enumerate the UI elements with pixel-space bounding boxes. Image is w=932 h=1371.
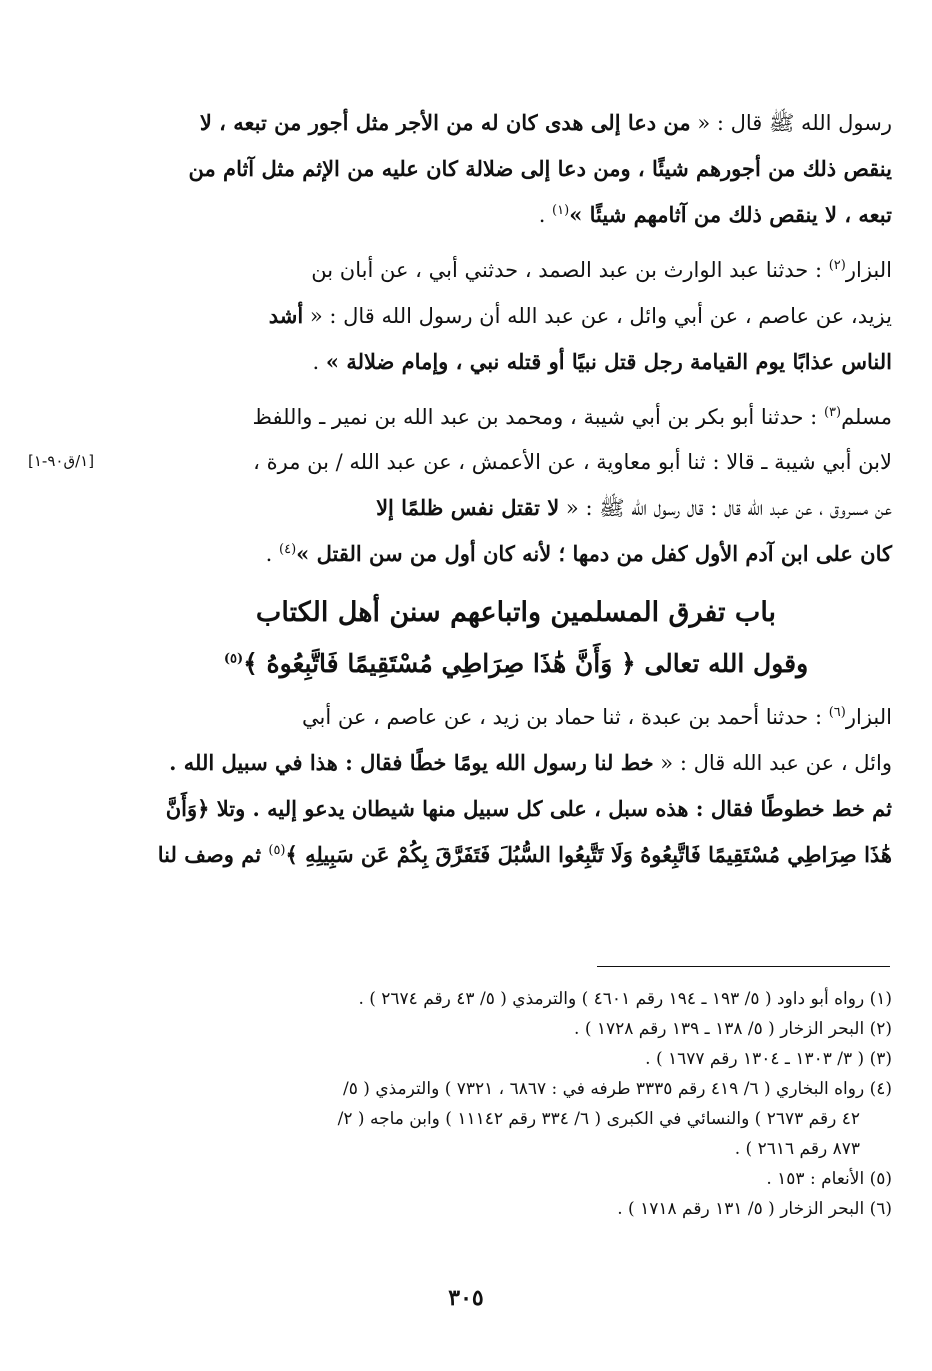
paragraph-4	[140, 695, 892, 878]
paragraph-3	[140, 395, 892, 577]
margin-note: [١/ق٩٠-١]	[28, 452, 95, 470]
line-bold: ثم خط خطوطًا فقال : هذه سبل ، على كل سبيل منها شيطان يدعو إليه . وتلا ﴿وَأَنَّ	[165, 796, 892, 821]
text-line	[140, 192, 892, 238]
line-bold: من دعا إلى هدى كان له من الأجر مثل أجور من تبعه ، لا	[199, 110, 691, 135]
footnote-ref[interactable]: (٤)	[279, 542, 297, 557]
text-line	[140, 786, 892, 832]
line-normal: .	[265, 542, 280, 566]
footnote: (١) رواه أبو داود ( ٥/ ١٩٣ ـ ١٩٤ رقم ٤٦٠١ ) والترمذي ( ٥/ ٤٣ رقم ٢٦٧٤ ) .	[358, 989, 892, 1009]
line-bold: خط لنا رسول الله يومًا خطًا فقال : هذا في سبيل الله .	[169, 750, 654, 775]
source-name: مسلم	[841, 405, 892, 429]
source-name: البزار	[845, 258, 892, 282]
footnote: (٣) ( ٣/ ١٣٠٣ ـ ١٣٠٤ رقم ١٦٧٧ ) .	[645, 1049, 892, 1069]
footnote: (٤) رواه البخاري ( ٦/ ٤١٩ رقم ٣٣٣٥ طرفه في : ٦٨٦٧ ، ٧٣٢١ ) والترمذي ( ٥/	[343, 1079, 892, 1099]
paragraph-1	[140, 100, 892, 238]
line-normal: : حدثنا عبد الوارث بن عبد الصمد ، حدثني أبي ، عن أبان بن	[311, 258, 829, 282]
text-line	[140, 248, 892, 293]
main-text	[140, 100, 892, 888]
footnote-ref[interactable]: (٥)	[223, 651, 244, 667]
text-line	[140, 832, 892, 878]
footnote-ref[interactable]: (٦)	[828, 705, 846, 720]
line-bold: هَٰذَا صِرَاطِي مُسْتَقِيمًا فَاتَّبِعُوهُ وَلَا تَتَّبِعُوا السُّبُلَ فَتَفَرَّقَ بِكُمْ عَن سَبِيلِهِ ﴾	[285, 842, 892, 867]
line-normal: يزيد، عن عاصم ، عن أبي وائل ، عن عبد الله أن رسول الله قال : «	[303, 304, 892, 328]
text-line	[140, 146, 892, 192]
footnote-ref[interactable]: (٣)	[823, 405, 842, 420]
line-bold: تبعه ، لا ينقص ذلك من آثامهم شيئًا »	[569, 202, 892, 227]
footnote: (٢) البحر الزخار ( ٥/ ١٣٨ ـ ١٣٩ رقم ١٧٢٨ ) .	[574, 1019, 892, 1039]
line-normal: : حدثنا أحمد بن عبدة ، ثنا حماد بن زيد ، عن عاصم ، عن أبي	[301, 705, 829, 729]
subheading-text: وقول الله تعالى ﴿ وَأَنَّ هَٰذَا صِرَاطِي مُسْتَقِيمًا فَاتَّبِعُوهُ ﴾	[243, 649, 809, 678]
line-bold: ثم وصف لنا	[157, 842, 269, 867]
footnote-ref[interactable]: (١)	[552, 203, 570, 218]
footnote: (٥) الأنعام : ١٥٣ .	[766, 1169, 892, 1189]
text-line	[140, 531, 892, 577]
footnote-ref[interactable]: (٢)	[828, 258, 846, 273]
text-line	[140, 339, 892, 385]
line-normal: عن مسروق ، عن عبد الله قال : قال رسول الله ﷺ : «	[559, 496, 892, 520]
text-line	[140, 695, 892, 740]
line-normal: .	[312, 350, 326, 374]
footnote-divider	[597, 966, 890, 967]
line-normal: : حدثنا أبو بكر بن أبي شيبة ، ومحمد بن عبد الله بن نمير ـ واللفظ	[252, 405, 824, 429]
line-bold: الناس عذابًا يوم القيامة رجل قتل نبيًا أو قتله نبي ، وإمام ضلالة »	[325, 349, 892, 374]
source-name: البزار	[845, 705, 892, 729]
page-number: ٣٠٥	[448, 1285, 484, 1311]
text-line	[140, 485, 892, 531]
text-line	[140, 395, 892, 440]
text-line	[140, 440, 892, 485]
line-bold: كان على ابن آدم الأول كفل من دمها ؛ لأنه كان أول من سن القتل »	[296, 541, 892, 566]
text-line	[140, 293, 892, 339]
line-normal: وائل ، عن عبد الله قال : «	[653, 751, 892, 775]
line-normal: رسول الله ﷺ قال : «	[690, 111, 892, 135]
chapter-heading: باب تفرق المسلمين واتباعهم سنن أهل الكتاب	[255, 597, 777, 628]
line-bold: أشد	[268, 303, 304, 328]
footnote: (٦) البحر الزخار ( ٥/ ١٣١ رقم ١٧١٨ ) .	[617, 1199, 892, 1219]
line-normal: .	[538, 203, 553, 227]
line-bold: ينقص ذلك من أجورهم شيئًا ، ومن دعا إلى ضلالة كان عليه من الإثم مثل آثام من	[188, 156, 892, 181]
text-line	[140, 740, 892, 786]
line-normal: لابن أبي شيبة ـ قالا : ثنا أبو معاوية ، عن الأعمش ، عن عبد الله / بن مرة ،	[253, 450, 892, 474]
footnote-ref[interactable]: (٥)	[268, 843, 286, 858]
footnotes	[140, 984, 892, 1224]
footnote-continuation: ٤٢ رقم ٢٦٧٣ ) والنسائي في الكبرى ( ٦/ ٣٣٤ رقم ١١١٤٢ ) وابن ماجه ( ٢/	[337, 1109, 860, 1129]
paragraph-2	[140, 248, 892, 385]
footnote-continuation: ٨٧٣ رقم ٢٦١٦ ) .	[734, 1139, 860, 1159]
text-line	[140, 100, 892, 146]
chapter-subheading	[140, 639, 892, 689]
line-bold: لا تقتل نفس ظلمًا إلا	[376, 495, 560, 520]
